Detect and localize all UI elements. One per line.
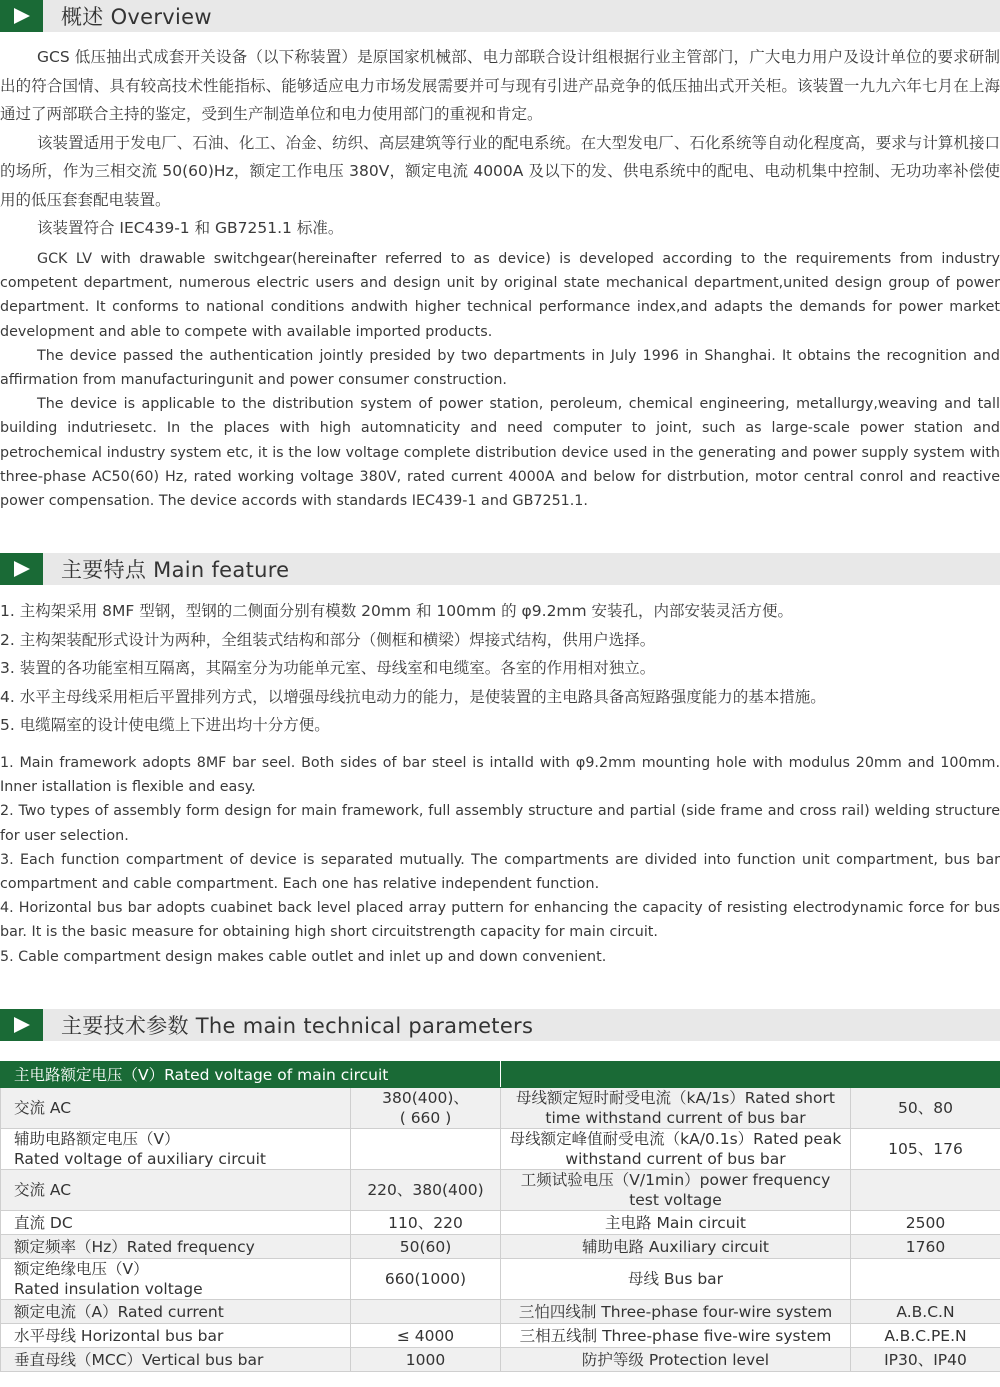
table-cell: 50(60): [351, 1235, 501, 1259]
table-cell: 2500: [851, 1211, 1000, 1235]
table-cell: 辅助电路额定电压（V） Rated voltage of auxiliary circuit: [1, 1129, 351, 1170]
table-cell: A.B.C.N: [851, 1300, 1000, 1324]
table-row: [1, 1348, 1000, 1372]
table-row: [1, 1170, 1000, 1211]
table-cell: 110、220: [351, 1211, 501, 1235]
table-cell: 交流 AC: [1, 1170, 351, 1211]
params-table-body: [1, 1088, 1000, 1372]
features-title: 主要特点 Main feature: [61, 558, 290, 582]
params-heading: [0, 1009, 1000, 1041]
table-cell: 母线额定短时耐受电流（kA/1s）Rated short time withstand current of bus bar: [501, 1088, 851, 1129]
table-cell: 1000: [351, 1348, 501, 1372]
table-row: [1, 1211, 1000, 1235]
features-heading: [0, 553, 1000, 585]
table-cell: 660(1000): [351, 1259, 501, 1300]
play-arrow-icon: [0, 0, 43, 32]
table-row: [1, 1259, 1000, 1300]
table-cell: 50、80: [851, 1088, 1000, 1129]
table-cell: [351, 1300, 501, 1324]
table-cell: 主电路 Main circuit: [501, 1211, 851, 1235]
feature-en-item: 2. Two types of assembly form design for main framework, full assembly structure and partial (side frame and cross rail) welding structure for user selection.: [0, 803, 1000, 844]
table-cell: 交流 AC: [1, 1088, 351, 1129]
features-cn-list: [0, 597, 1000, 740]
table-cell: ≤ 4000: [351, 1324, 501, 1348]
table-cell: 工频试验电压（V/1min）power frequency test voltage: [501, 1170, 851, 1211]
overview-cn-paragraph: 该装置适用于发电厂、石油、化工、冶金、纺织、高层建筑等行业的配电系统。在大型发电厂、石化系统等自动化程度高，要求与计算机接口的场所，作为三相交流 50(60)Hz，额定工作电压 380V，额定电流 4000A 及以下的发、供电系统中的配电、电动机集中控制、无功功率补偿使用的低压套套配电装置。: [0, 133, 1000, 209]
table-row: [1, 1088, 1000, 1129]
table-cell: 防护等级 Protection level: [501, 1348, 851, 1372]
table-cell: 105、176: [851, 1129, 1000, 1170]
feature-cn-item: 2. 主构架装配形式设计为两种，全组装式结构和部分（侧框和横梁）焊接式结构，供用户选择。: [0, 630, 656, 649]
play-arrow-icon: [0, 1009, 43, 1041]
table-row: [1, 1300, 1000, 1324]
overview-cn-paragraph: 该装置符合 IEC439-1 和 GB7251.1 标准。: [37, 219, 344, 237]
overview-en-paragraph: The device is applicable to the distribution system of power station, peroleum, chemical engineering, metallurgy,weaving and tall building indutriesetc. In the places with high automnaticity and need computer to joint, such as large-scale power station and petrochemical industry system etc, it is the low voltage complete distribution device used in the generating and power supply system with three-phase AC50(60) Hz, rated working voltage 380V, rated current 4000A and below for distrbution, motor central conrol and reactive power compensation. The device accords with standards IEC439-1 and GB7251.1.: [0, 396, 1000, 510]
table-cell: 额定频率（Hz）Rated frequency: [1, 1235, 351, 1259]
table-cell: 母线 Bus bar: [501, 1259, 851, 1300]
table-cell: IP30、IP40: [851, 1348, 1000, 1372]
overview-heading: [0, 0, 1000, 32]
overview-en-paragraph: GCK LV with drawable switchgear(hereinafter referred to as device) is developed according to the requirements from industry competent department, numerous electric users and design unit by original state mechanical department,united design group of power department. It conforms to national conditions andwith higher technical performance index,and adapts the demands for power market development and able to compete with available imported products.: [0, 251, 1000, 340]
table-cell: 三怕四线制 Three-phase four-wire system: [501, 1300, 851, 1324]
table-row: [1, 1235, 1000, 1259]
overview-en-paragraph: The device passed the authentication jointly presided by two departments in July 1996 in Shanghai. It obtains the recognition and affirmation from manufacturingunit and power consumer construction.: [0, 347, 1000, 389]
overview-title: 概述 Overview: [61, 5, 212, 29]
feature-en-item: 3. Each function compartment of device is separated mutually. The compartments are divided into function unit compartment, bus bar compartment and cable compartment. Each one has relative independent function.: [0, 851, 1000, 893]
table-row: [1, 1324, 1000, 1348]
table-header-cell: [501, 1062, 1000, 1088]
feature-en-item: 1. Main framework adopts 8MF bar seel. Both sides of bar steel is intalld with φ9.2mm mounting hole with modulus 20mm and 100mm. Inner istallation is flexible and easy.: [0, 755, 1000, 796]
feature-cn-item: 3. 装置的各功能室相互隔离，其隔室分为功能单元室、母线室和电缆室。各室的作用相对独立。: [0, 659, 656, 678]
table-cell: 母线额定峰值耐受电流（kA/0.1s）Rated peak withstand current of bus bar: [501, 1129, 851, 1170]
table-cell: A.B.C.PE.N: [851, 1324, 1000, 1348]
table-row: [1, 1129, 1000, 1170]
table-cell: [851, 1259, 1000, 1300]
table-cell: 220、380(400): [351, 1170, 501, 1211]
table-cell: 辅助电路 Auxiliary circuit: [501, 1235, 851, 1259]
feature-cn-item: 1. 主构架采用 8MF 型钢，型钢的二侧面分别有模数 20mm 和 100mm 的 φ9.2mm 安装孔，内部安装灵活方便。: [0, 602, 794, 620]
table-cell: 额定绝缘电压（V） Rated insulation voltage: [1, 1259, 351, 1300]
table-cell: 380(400)、 ( 660 ): [351, 1088, 501, 1129]
overview-cn-text: [0, 43, 1000, 243]
table-cell: 额定电流（A）Rated current: [1, 1300, 351, 1324]
table-cell: 1760: [851, 1235, 1000, 1259]
table-header-cell: 主电路额定电压（V）Rated voltage of main circuit: [1, 1062, 501, 1088]
play-arrow-icon: [0, 553, 43, 585]
table-cell: 三相五线制 Three-phase five-wire system: [501, 1324, 851, 1348]
overview-cn-paragraph: GCS 低压抽出式成套开关设备（以下称装置）是原国家机械部、电力部联合设计组根据行业主管部门，广大电力用户及设计单位的要求研制出的符合国情、具有较高技术性能指标、能够适应电力市场发展需要并可与现有引进产品竞争的低压抽出式开关柜。该装置一九九六年七月在上海通过了两部联合主持的鉴定，受到生产制造单位和电力使用部门的重视和肯定。: [0, 48, 1000, 123]
table-cell: [851, 1170, 1000, 1211]
table-cell: 水平母线 Horizontal bus bar: [1, 1324, 351, 1348]
table-header-row: [1, 1062, 1000, 1088]
table-cell: [351, 1129, 501, 1170]
feature-cn-item: 4. 水平主母线采用柜后平置排列方式，以增强母线抗电动力的能力，是使装置的主电路具备高短路强度能力的基本措施。: [0, 687, 826, 706]
params-title: 主要技术参数 The main technical parameters: [61, 1014, 534, 1038]
table-cell: 直流 DC: [1, 1211, 351, 1235]
feature-en-item: 4. Horizontal bus bar adopts cuabinet back level placed array puttern for enhancing the capacity of resisting electrodynamic force for bus bar. It is the basic measure for obtaining high short circuitstrength capacity for main circuit.: [0, 900, 1000, 941]
feature-en-item: 5. Cable compartment design makes cable outlet and inlet up and down convenient.: [0, 948, 607, 965]
features-en-list: [0, 751, 1000, 969]
table-cell: 垂直母线（MCC）Vertical bus bar: [1, 1348, 351, 1372]
feature-cn-item: 5. 电缆隔室的设计使电缆上下进出均十分方便。: [0, 716, 330, 735]
params-table: [0, 1061, 1000, 1372]
overview-en-text: [0, 247, 1000, 513]
